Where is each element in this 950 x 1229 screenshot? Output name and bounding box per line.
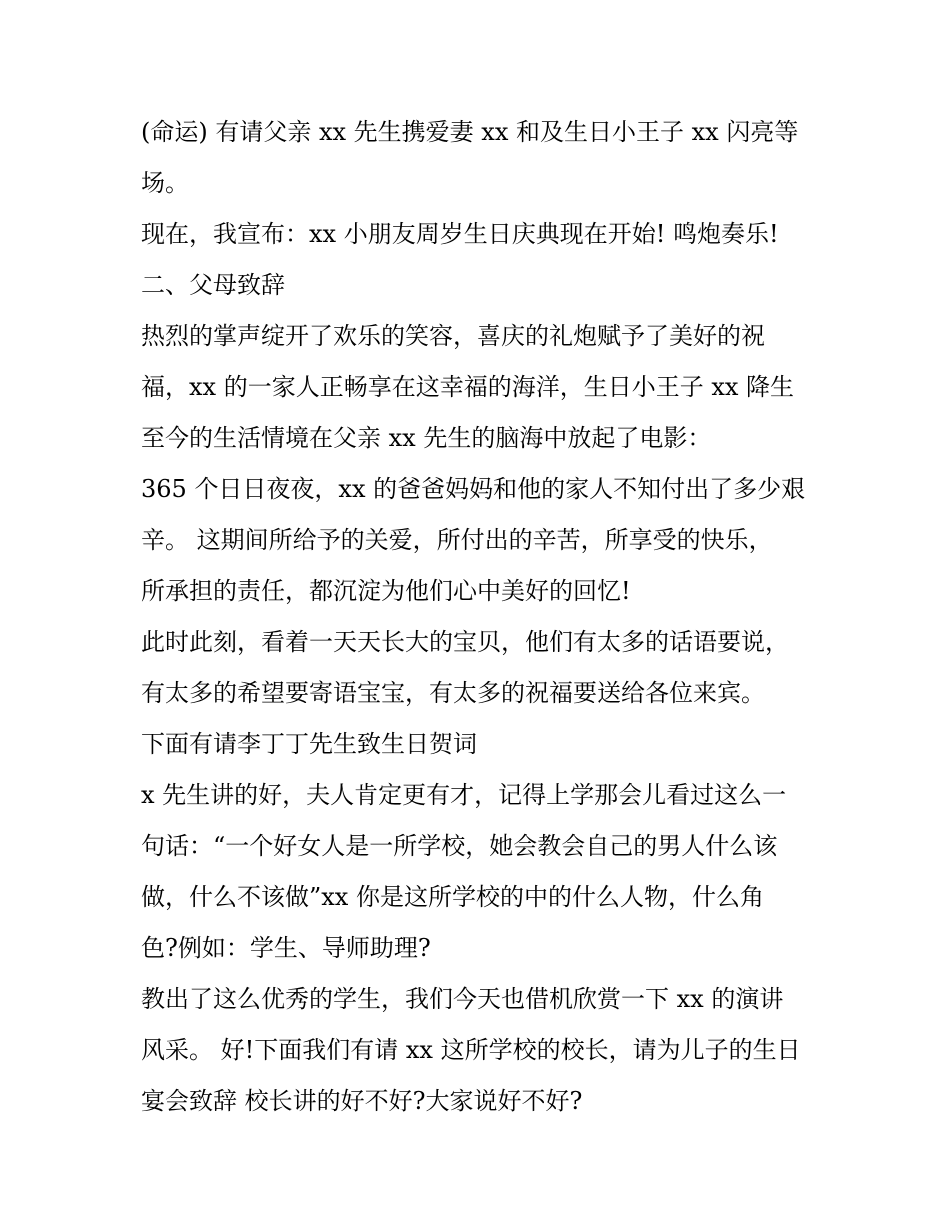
text-line: 下面有请李丁丁先生致生日贺词 bbox=[141, 730, 477, 758]
text-line: 所承担的责任，都沉淀为他们心中美好的回忆! bbox=[141, 577, 631, 605]
text-line: 教出了这么优秀的学生，我们今天也借机欣赏一下 xx 的演讲 bbox=[141, 985, 784, 1013]
text-line: 此时此刻，看着一天天长大的宝贝，他们有太多的话语要说， bbox=[141, 628, 789, 656]
text-line: 色?例如：学生、导师助理? bbox=[141, 934, 431, 962]
text-line: 福，xx 的一家人正畅享在这幸福的海洋，生日小王子 xx 降生 bbox=[141, 373, 795, 401]
text-line: 宴会致辞 校长讲的好不好?大家说好不好? bbox=[141, 1087, 583, 1115]
text-line: 热烈的掌声绽开了欢乐的笑容，喜庆的礼炮赋予了美好的祝 bbox=[141, 322, 765, 350]
text-line: (命运) 有请父亲 xx 先生携爱妻 xx 和及生日小王子 xx 闪亮等 bbox=[141, 118, 799, 146]
text-line: 现在，我宣布：xx 小朋友周岁生日庆典现在开始! 鸣炮奏乐! bbox=[141, 220, 779, 248]
text-line: 辛。 这期间所给予的关爱，所付出的辛苦，所享受的快乐， bbox=[141, 526, 773, 554]
text-line: x 先生讲的好，夫人肯定更有才，记得上学那会儿看过这么一 bbox=[141, 781, 787, 809]
text-line: 365 个日日夜夜，xx 的爸爸妈妈和他的家人不知付出了多少艰 bbox=[141, 475, 806, 503]
section-heading: 二、父母致辞 bbox=[141, 271, 285, 299]
text-line: 有太多的希望要寄语宝宝，有太多的祝福要送给各位来宾。 bbox=[141, 679, 765, 707]
text-line: 做，什么不该做”xx 你是这所学校的中的什么人物，什么角 bbox=[141, 883, 764, 911]
text-line: 句话：“一个好女人是一所学校，她会教会自己的男人什么该 bbox=[141, 832, 778, 860]
text-line: 场。 bbox=[141, 169, 189, 197]
text-line: 风采。 好!下面我们有请 xx 这所学校的校长，请为儿子的生日 bbox=[141, 1036, 801, 1064]
document-body bbox=[141, 107, 821, 1127]
text-line: 至今的生活情境在父亲 xx 先生的脑海中放起了电影： bbox=[141, 424, 712, 452]
